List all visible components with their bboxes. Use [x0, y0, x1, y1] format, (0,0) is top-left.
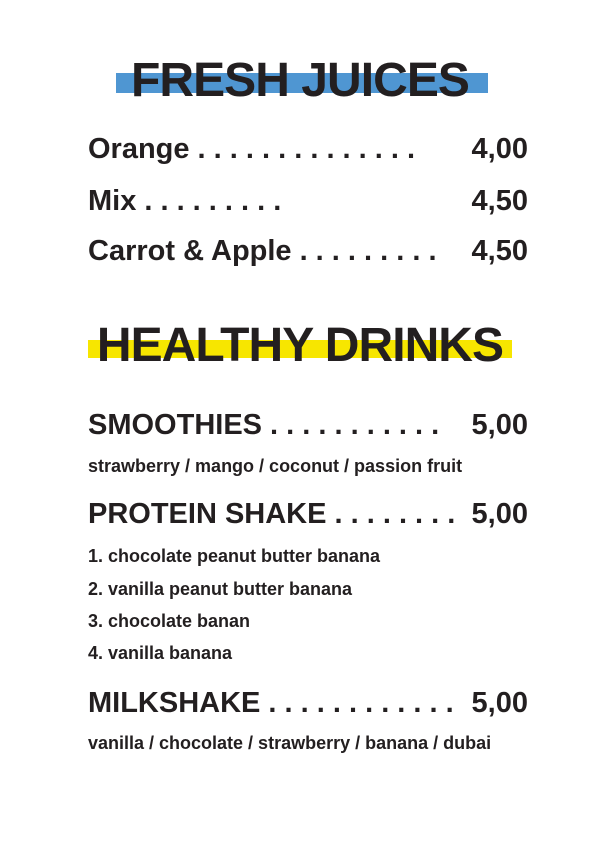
item-name-milkshake: MILKSHAKE	[88, 687, 261, 719]
dot-leader: . . . . . . . . . . . .	[268, 687, 454, 719]
item-price-smoothies: 5,00	[471, 409, 528, 441]
item-name-mix: Mix	[88, 185, 137, 217]
dot-leader: . . . . . . . . . . . . . .	[197, 133, 416, 165]
item-name-carrot-apple: Carrot & Apple	[88, 235, 292, 267]
menu-item-row-milkshake	[88, 689, 528, 718]
item-name-smoothies: SMOOTHIES	[88, 409, 263, 441]
variant-item-2: 2. vanilla peanut butter banana	[88, 579, 353, 599]
menu-item-row-smoothies	[88, 411, 528, 440]
item-price-protein-shake: 5,00	[471, 498, 528, 530]
variant-item-4: 4. vanilla banana	[88, 643, 233, 663]
variant-item-3: 3. chocolate banan	[88, 611, 251, 631]
dot-leader: . . . . . . . . .	[144, 185, 282, 217]
menu-item-row-orange	[88, 135, 528, 164]
section-title-healthy-drinks: HEALTHY DRINKS	[96, 319, 504, 372]
variant-item-1: 1. chocolate peanut butter banana	[88, 546, 381, 566]
dot-leader: . . . . . . . .	[334, 498, 456, 530]
dot-leader: . . . . . . . . . . .	[270, 409, 440, 441]
section-header-fresh-juices	[0, 54, 600, 107]
item-price-milkshake: 5,00	[471, 687, 528, 719]
item-name-protein-shake: PROTEIN SHAKE	[88, 498, 327, 530]
menu-item-row-protein-shake	[88, 500, 528, 529]
menu-item-row-carrot-apple	[88, 237, 528, 266]
item-price-orange: 4,00	[471, 133, 528, 165]
dot-leader: . . . . . . . . .	[299, 235, 437, 267]
item-subtitle-smoothies: strawberry / mango / coconut / passion fruit	[88, 456, 463, 476]
menu-item-row-mix	[88, 187, 528, 216]
item-price-mix: 4,50	[471, 185, 528, 217]
item-subtitle-milkshake: vanilla / chocolate / strawberry / banana / dubai	[88, 733, 492, 753]
section-title-fresh-juices: FRESH JUICES	[131, 54, 469, 107]
item-name-orange: Orange	[88, 133, 190, 165]
item-price-carrot-apple: 4,50	[471, 235, 528, 267]
section-header-healthy-drinks	[0, 319, 600, 372]
